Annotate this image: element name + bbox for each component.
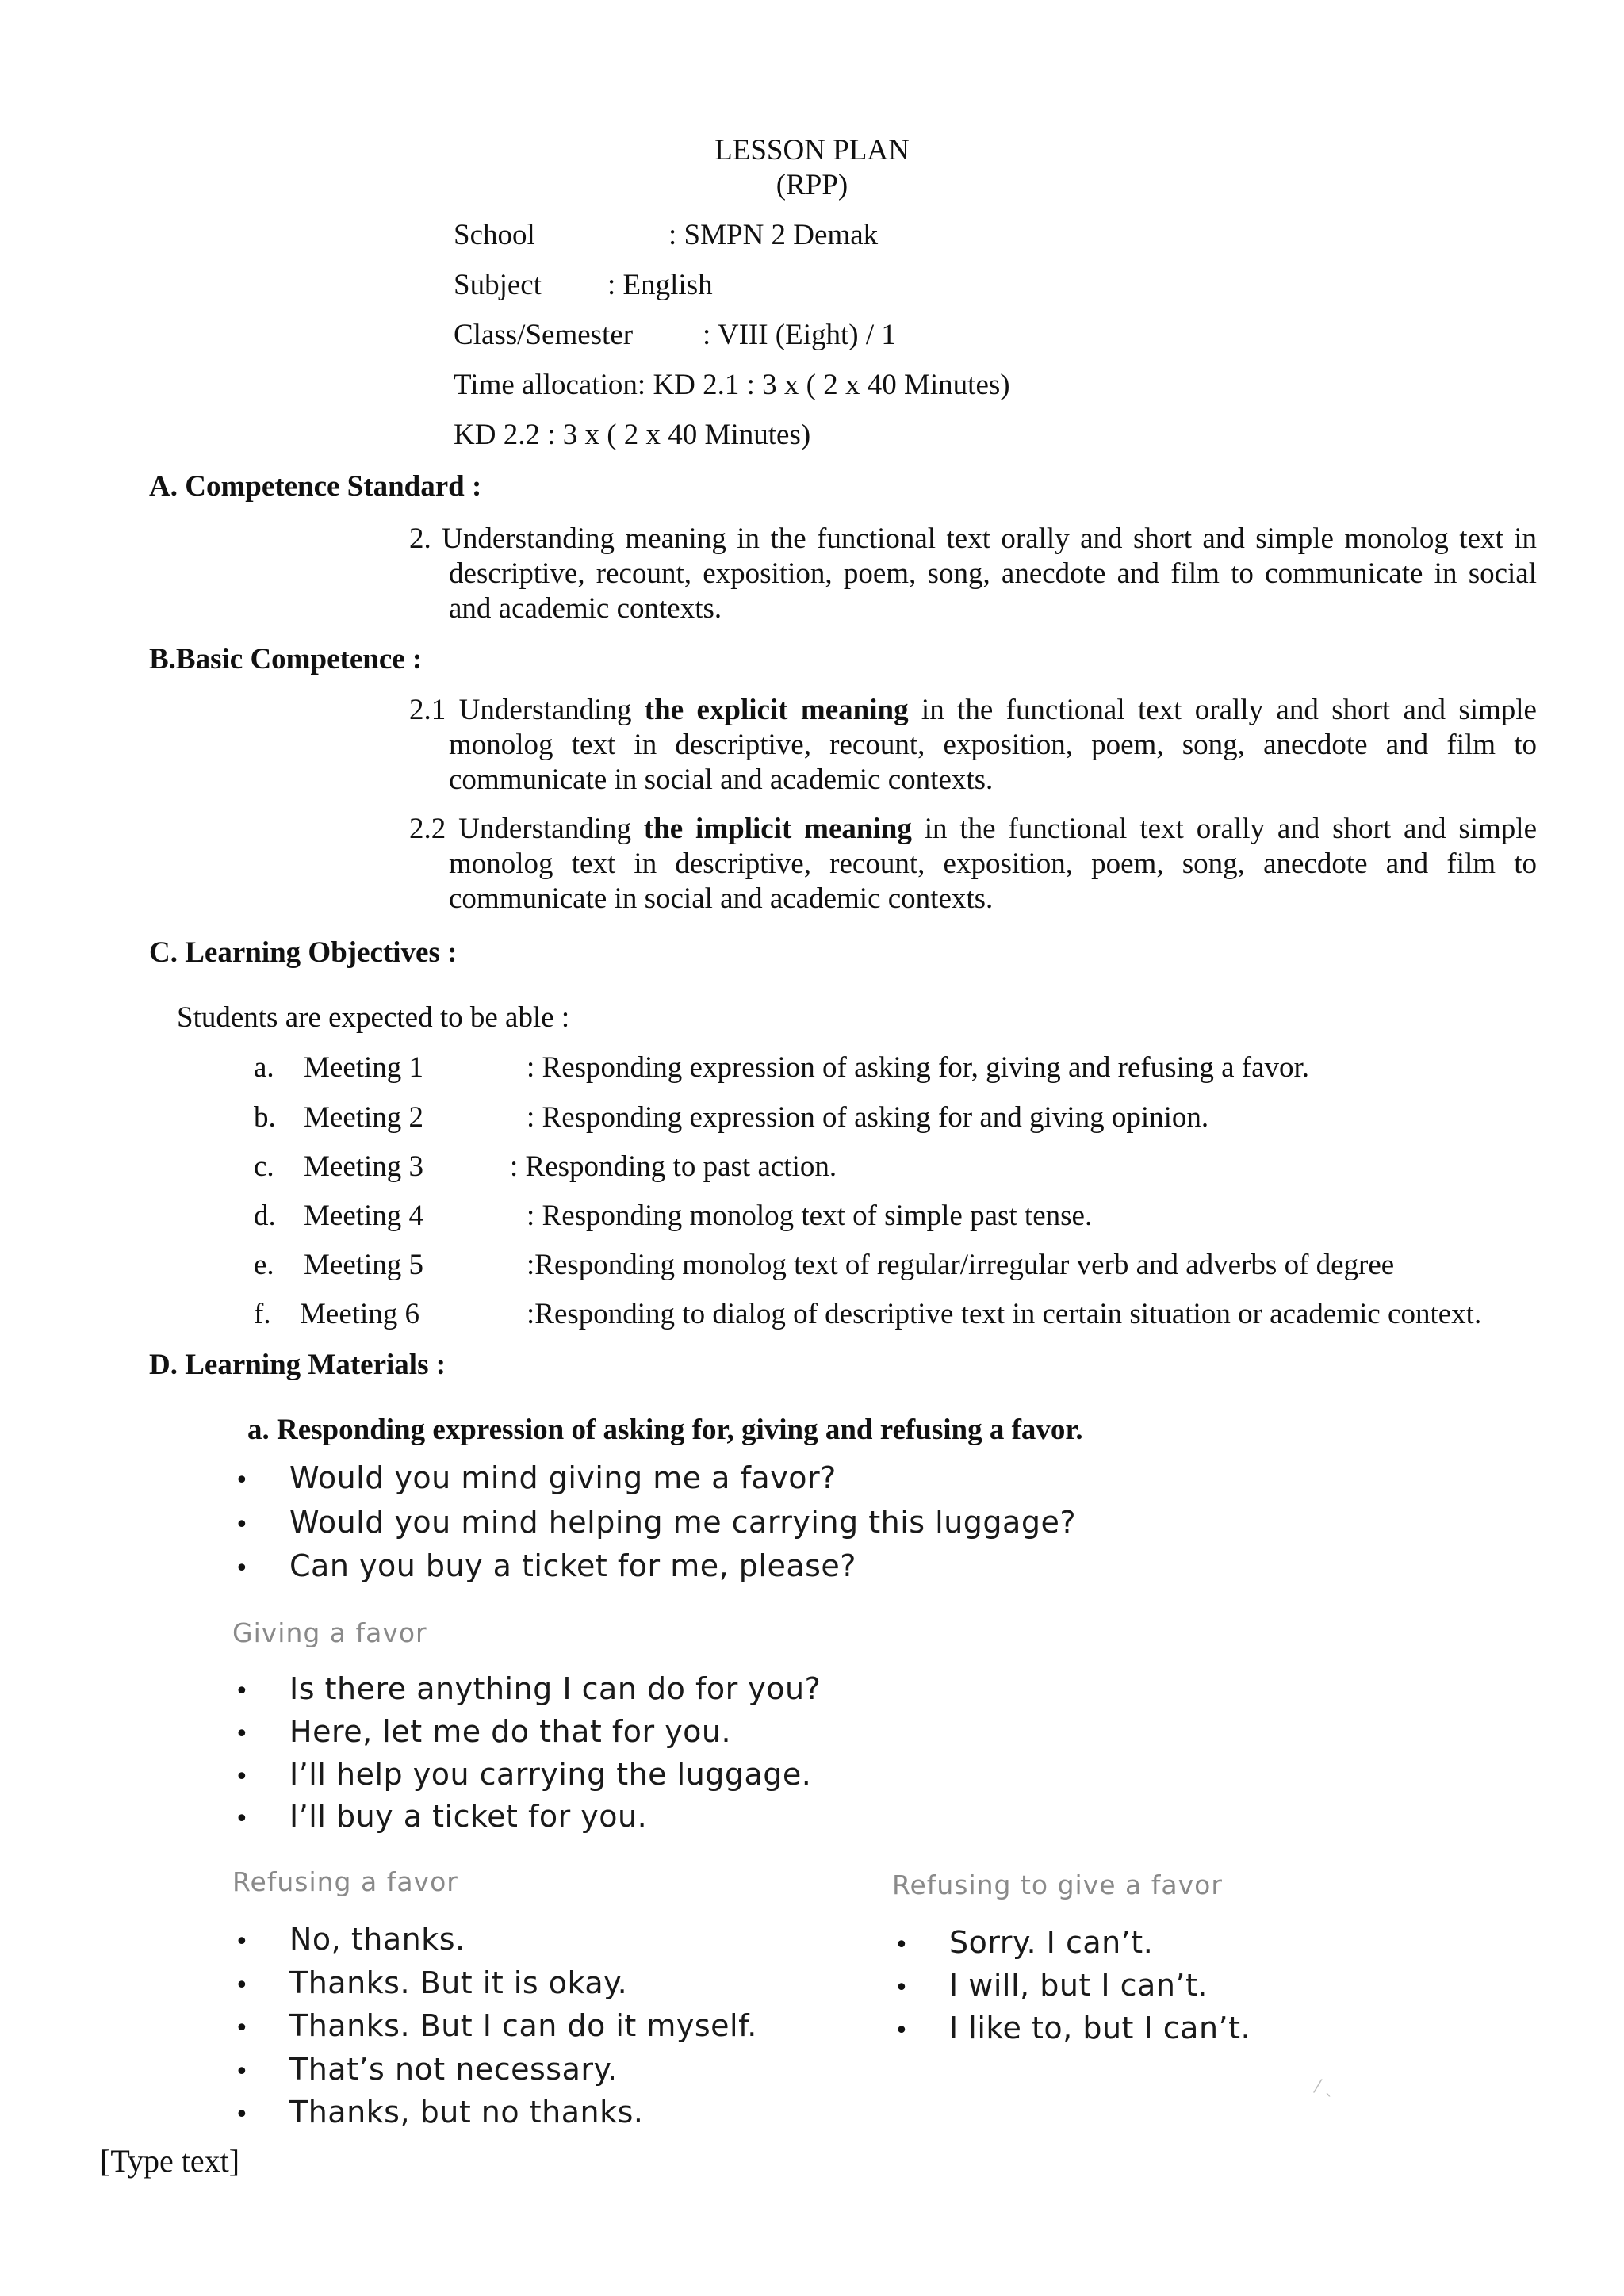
basic-competence-item-2 — [409, 812, 1537, 916]
refusing-item-4: That’s not necessary. — [289, 2052, 618, 2087]
bullet-icon: • — [235, 1972, 249, 1999]
section-a-item — [409, 522, 1537, 626]
objectives-intro: Students are expected to be able : — [177, 1001, 570, 1034]
refusing-item-3: Thanks. But I can do it myself. — [289, 2008, 757, 2043]
bullet-icon: • — [235, 2101, 249, 2129]
bullet-icon: • — [894, 1931, 909, 1959]
bc2-prefix: 2.2 Understanding — [409, 813, 644, 845]
section-d-heading: D. Learning Materials : — [149, 1349, 446, 1381]
class-label: Class/Semester — [454, 319, 634, 351]
refusing-title: Refusing a favor — [232, 1866, 458, 1897]
time-allocation-line-1: Time allocation: KD 2.1 : 3 x ( 2 x 40 Minutes) — [454, 369, 1010, 401]
section-b-heading: B.Basic Competence : — [149, 643, 423, 675]
meeting-letter-b: b. — [254, 1101, 276, 1134]
refusing-item-5: Thanks, but no thanks. — [289, 2095, 644, 2130]
refusing-give-item-2: I will, but I can’t. — [949, 1968, 1208, 2003]
footer-placeholder[interactable]: [Type text] — [100, 2143, 240, 2179]
school-value: : SMPN 2 Demak — [668, 219, 879, 251]
refusing-give-item-1: Sorry. I can’t. — [949, 1925, 1154, 1960]
bullet-icon: • — [235, 1928, 249, 1956]
section-a-heading: A. Competence Standard : — [149, 470, 482, 503]
giving-item-4: I’ll buy a ticket for you. — [289, 1799, 648, 1834]
refusing-give-item-3: I like to, but I can’t. — [949, 2011, 1251, 2045]
scan-artifact: ⁄ ˎ — [1316, 2077, 1334, 2097]
bullet-icon: • — [235, 1763, 249, 1791]
school-label: School — [454, 219, 535, 251]
meeting-letter-f: f. — [254, 1298, 271, 1330]
meeting-desc-5: :Responding monolog text of regular/irregular verb and adverbs of degree — [527, 1249, 1395, 1281]
bullet-icon: • — [235, 1720, 249, 1748]
document-subtitle: (RPP) — [776, 169, 848, 201]
meeting-desc-6: :Responding to dialog of descriptive text in certain situation or academic context. — [527, 1298, 1482, 1330]
giving-title: Giving a favor — [232, 1617, 427, 1648]
giving-item-1: Is there anything I can do for you? — [289, 1671, 822, 1706]
meeting-name-5: Meeting 5 — [304, 1249, 424, 1281]
bullet-icon: • — [235, 1678, 249, 1705]
meeting-letter-a: a. — [254, 1051, 274, 1084]
subject-label: Subject — [454, 269, 542, 301]
asking-item-1: Would you mind giving me a favor? — [289, 1460, 837, 1495]
asking-item-2: Would you mind helping me carrying this luggage? — [289, 1505, 1076, 1540]
bc1-suffix: in the functional text orally and short and simple monolog text in descriptive, recount, exposition, poem, song, anecdote and film to communicate in social and academic contexts. — [449, 694, 1537, 796]
bc1-prefix: 2.1 Understanding — [409, 694, 645, 726]
meeting-desc-2: : Responding expression of asking for and giving opinion. — [527, 1101, 1209, 1134]
meeting-letter-e: e. — [254, 1249, 274, 1281]
bullet-icon: • — [894, 1974, 909, 2002]
bc2-bold: the implicit meaning — [643, 813, 912, 845]
meeting-desc-1: : Responding expression of asking for, giving and refusing a favor. — [527, 1051, 1310, 1084]
bullet-icon: • — [235, 2058, 249, 2086]
refusing-item-1: No, thanks. — [289, 1922, 465, 1957]
bullet-icon: • — [235, 2015, 249, 2042]
meeting-name-1: Meeting 1 — [304, 1051, 424, 1084]
competence-standard-text: 2. Understanding meaning in the functional text orally and short and simple monolog text in descriptive, recount, exposition, poem, song, anecdote and film to communicate in social and academic contexts. — [409, 522, 1537, 625]
refusing-give-title: Refusing to give a favor — [892, 1869, 1223, 1900]
bullet-icon: • — [235, 1467, 249, 1494]
bullet-icon: • — [235, 1805, 249, 1833]
bullet-icon: • — [235, 1511, 249, 1539]
refusing-item-2: Thanks. But it is okay. — [289, 1965, 628, 2000]
section-c-heading: C. Learning Objectives : — [149, 936, 458, 969]
meeting-name-2: Meeting 2 — [304, 1101, 424, 1134]
giving-item-3: I’ll help you carrying the luggage. — [289, 1757, 812, 1792]
meeting-letter-d: d. — [254, 1200, 276, 1232]
subject-value: : English — [607, 269, 713, 301]
bullet-icon: • — [235, 1555, 249, 1582]
bc2-suffix: in the functional text orally and short and simple monolog text in descriptive, recount, exposition, poem, song, anecdote and film to communicate in social and academic contexts. — [449, 813, 1537, 915]
meeting-desc-3: : Responding to past action. — [510, 1150, 837, 1183]
meeting-name-3: Meeting 3 — [304, 1150, 424, 1183]
section-d-subheading: a. Responding expression of asking for, giving and refusing a favor. — [247, 1414, 1083, 1446]
basic-competence-item-1 — [409, 693, 1537, 798]
document-title: LESSON PLAN — [714, 134, 910, 166]
meeting-desc-4: : Responding monolog text of simple past tense. — [527, 1200, 1093, 1232]
meeting-name-6: Meeting 6 — [300, 1298, 420, 1330]
asking-item-3: Can you buy a ticket for me, please? — [289, 1548, 856, 1583]
meeting-letter-c: c. — [254, 1150, 274, 1183]
bc1-bold: the explicit meaning — [644, 694, 909, 726]
class-value: : VIII (Eight) / 1 — [703, 319, 896, 351]
meeting-name-4: Meeting 4 — [304, 1200, 424, 1232]
bullet-icon: • — [894, 2017, 909, 2045]
time-allocation-line-2: KD 2.2 : 3 x ( 2 x 40 Minutes) — [454, 419, 811, 451]
giving-item-2: Here, let me do that for you. — [289, 1714, 732, 1749]
